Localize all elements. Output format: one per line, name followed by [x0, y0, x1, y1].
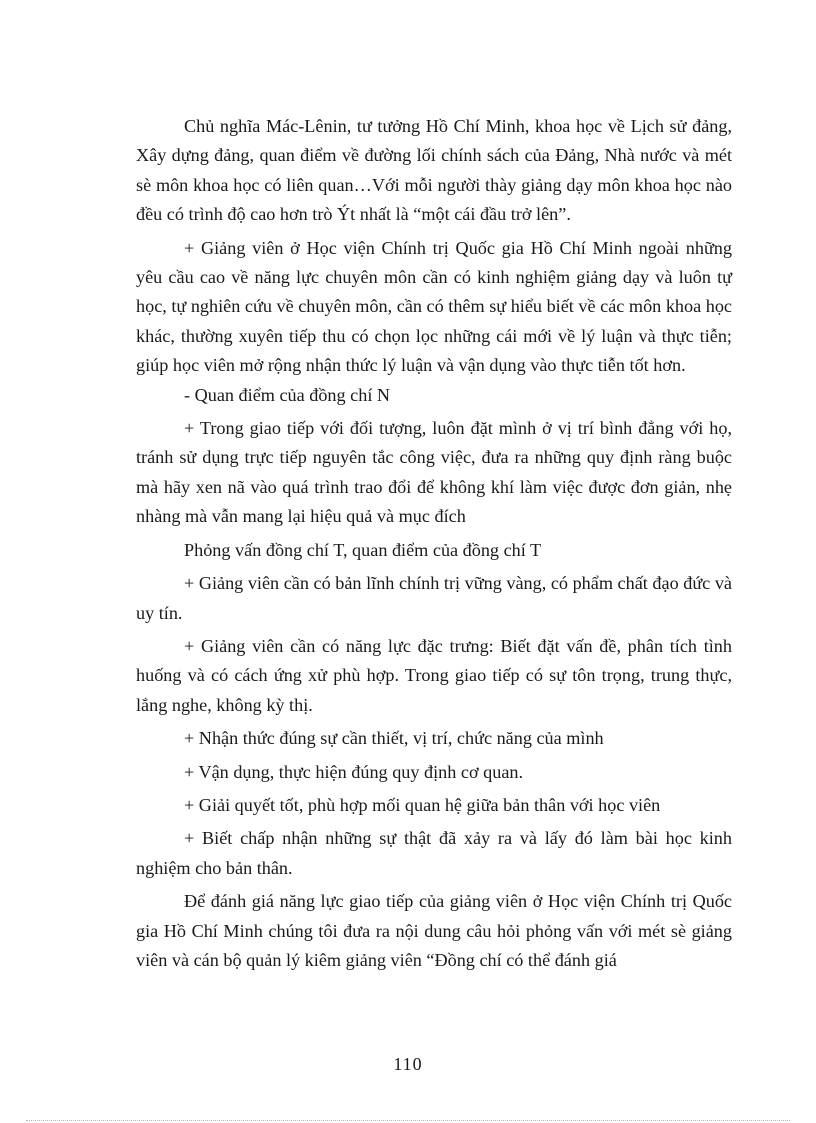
page-number: 110 [393, 1054, 423, 1074]
page-bottom-divider [26, 1120, 790, 1121]
paragraph-9: + Vận dụng, thực hiện đúng quy định cơ quan. [184, 761, 524, 782]
paragraph-1: Chủ nghĩa Mác-Lênin, tư tưởng Hồ Chí Minh, khoa học về Lịch sử đảng, Xây dựng đảng, quan điểm về đường lối chính sách của Đảng, Nhà nước và mét sè môn khoa học có liên quan…Với mỗi người thày giảng dạy môn khoa học nào đều có trình độ cao hơn trò Ýt nhất là “một cái đầu trở lên”. [136, 116, 732, 225]
paragraph-7: + Giảng viên cần có năng lực đặc trưng: Biết đặt vấn đề, phân tích tình huống và có cách ứng xử phù hợp. Trong giao tiếp có sự tôn trọng, trung thực, lắng nghe, không kỳ thị. [136, 635, 732, 715]
paragraph-6: + Giảng viên cần có bản lĩnh chính trị vững vàng, có phẩm chất đạo đức và uy tín. [136, 573, 732, 623]
paragraph-8: + Nhận thức đúng sự cần thiết, vị trí, chức năng của mình [184, 728, 604, 749]
paragraph-10: + Giải quyết tốt, phù hợp mối quan hệ giữa bản thân với học viên [184, 794, 661, 815]
paragraph-2: + Giảng viên ở Học viện Chính trị Quốc gia Hồ Chí Minh ngoài những yêu cầu cao về năng lực chuyên môn cần có kinh nghiệm giảng dạy và luôn tự học, tự nghiên cứu về chuyên môn, cần có thêm sự hiểu biết về các môn khoa học khác, thường xuyên tiếp thu có chọn lọc những cái mới về lý luận và thực tiễn; giúp học viên mở rộng nhận thức lý luận và vận dụng vào thực tiễn tốt hơn. [136, 237, 732, 376]
paragraph-4: + Trong giao tiếp với đối tượng, luôn đặt mình ở vị trí bình đẳng với họ, tránh sử dụng trực tiếp nguyên tắc công việc, đưa ra những quy định ràng buộc mà hãy xen nã vào quá trình trao đổi để không khí làm việc được đơn giản, nhẹ nhàng mà vẫn mang lại hiệu quả và mục đích [136, 418, 732, 527]
paragraph-3: - Quan điểm của đồng chí N [184, 384, 391, 405]
page-body [136, 112, 732, 975]
paragraph-5: Phỏng vấn đồng chí T, quan điểm của đồng chí T [184, 539, 542, 560]
paragraph-12: Để đánh giá năng lực giao tiếp của giảng viên ở Học viện Chính trị Quốc gia Hồ Chí Minh chúng tôi đưa ra nội dung câu hỏi phỏng vấn với mét sè giảng viên và cán bộ quản lý kiêm giảng viên “Đồng chí có thể đánh giá [136, 891, 732, 970]
paragraph-11: + Biết chấp nhận những sự thật đã xảy ra và lấy đó làm bài học kinh nghiệm cho bản thân. [136, 828, 732, 878]
